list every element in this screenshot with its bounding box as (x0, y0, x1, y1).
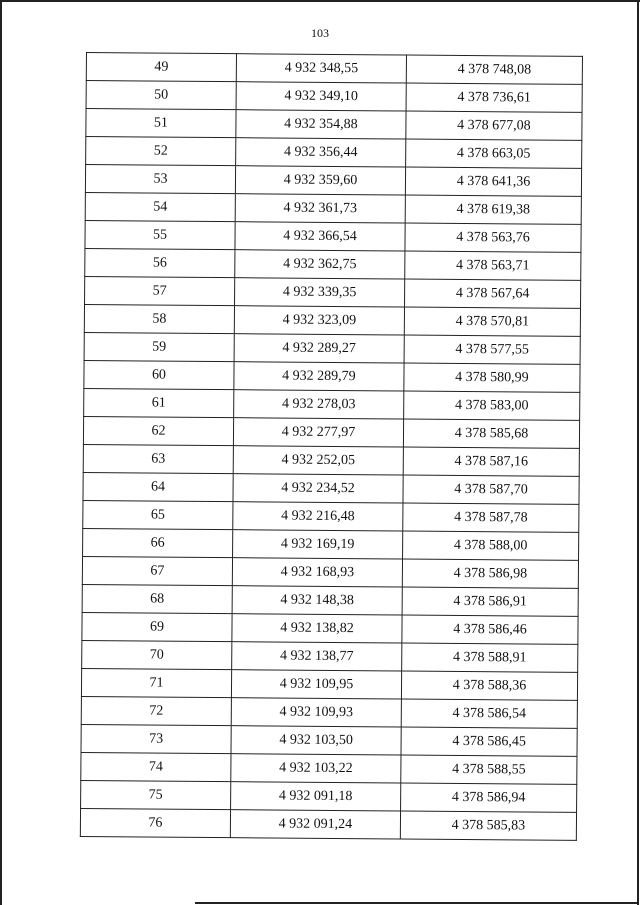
point-number-cell: 54 (85, 192, 235, 221)
x-coordinate-cell: 4 932 103,22 (231, 754, 401, 783)
y-coordinate-cell: 4 378 641,36 (405, 167, 581, 196)
y-coordinate-cell: 4 378 583,00 (404, 391, 580, 420)
table-row (81, 668, 577, 700)
page-border-top (0, 0, 640, 2)
y-coordinate-cell: 4 378 567,64 (405, 279, 581, 308)
y-coordinate-cell: 4 378 563,71 (405, 251, 581, 280)
y-coordinate-cell: 4 378 586,91 (402, 587, 578, 616)
y-coordinate-cell: 4 378 586,46 (402, 615, 578, 644)
table-row (82, 612, 578, 644)
point-number-cell: 72 (81, 696, 231, 725)
y-coordinate-cell: 4 378 748,08 (406, 55, 582, 84)
x-coordinate-cell: 4 932 348,55 (236, 54, 406, 83)
table-row (85, 248, 581, 280)
page-border-right (637, 0, 639, 905)
table-row (85, 276, 581, 308)
point-number-cell: 50 (86, 81, 236, 110)
table-row (83, 500, 579, 532)
point-number-cell: 68 (82, 584, 232, 613)
point-number-cell: 63 (83, 444, 233, 473)
point-number-cell: 62 (83, 416, 233, 445)
y-coordinate-cell: 4 378 580,99 (404, 363, 580, 392)
table-row (83, 472, 579, 504)
y-coordinate-cell: 4 378 587,16 (403, 447, 579, 476)
point-number-cell: 49 (86, 53, 236, 82)
table-row (85, 220, 581, 252)
point-number-cell: 55 (85, 220, 235, 249)
table-row (84, 304, 580, 336)
table-row (81, 724, 577, 756)
x-coordinate-cell: 4 932 168,93 (232, 558, 402, 587)
point-number-cell: 66 (83, 528, 233, 557)
table-row (85, 165, 581, 197)
point-number-cell: 67 (82, 556, 232, 585)
x-coordinate-cell: 4 932 216,48 (233, 502, 403, 531)
point-number-cell: 58 (84, 304, 234, 333)
y-coordinate-cell: 4 378 619,38 (405, 195, 581, 224)
point-number-cell: 51 (86, 109, 236, 138)
y-coordinate-cell: 4 378 663,05 (406, 139, 582, 168)
table-row (85, 192, 581, 224)
table-row (82, 640, 578, 672)
table-row (83, 416, 579, 448)
page-number: 103 (311, 26, 329, 40)
x-coordinate-cell: 4 932 361,73 (235, 194, 405, 223)
table-row (83, 444, 579, 476)
x-coordinate-cell: 4 932 366,54 (235, 222, 405, 251)
point-number-cell: 59 (84, 332, 234, 361)
page-border-bottom (195, 902, 637, 904)
x-coordinate-cell: 4 932 277,97 (233, 418, 403, 447)
table-row (86, 137, 582, 169)
point-number-cell: 70 (82, 640, 232, 669)
x-coordinate-cell: 4 932 278,03 (234, 390, 404, 419)
point-number-cell: 74 (81, 752, 231, 781)
y-coordinate-cell: 4 378 585,68 (403, 419, 579, 448)
point-number-cell: 69 (82, 612, 232, 641)
table-row (86, 53, 582, 85)
y-coordinate-cell: 4 378 585,83 (400, 811, 576, 840)
x-coordinate-cell: 4 932 091,24 (230, 810, 400, 839)
y-coordinate-cell: 4 378 588,55 (401, 755, 577, 784)
x-coordinate-cell: 4 932 138,77 (232, 642, 402, 671)
x-coordinate-cell: 4 932 109,95 (231, 670, 401, 699)
y-coordinate-cell: 4 378 588,00 (403, 531, 579, 560)
table-row (84, 332, 580, 364)
point-number-cell: 57 (85, 276, 235, 305)
table-row (80, 808, 576, 840)
x-coordinate-cell: 4 932 362,75 (235, 250, 405, 279)
point-number-cell: 71 (81, 668, 231, 697)
point-number-cell: 52 (86, 137, 236, 166)
point-number-cell: 65 (83, 500, 233, 529)
point-number-cell: 61 (84, 388, 234, 417)
x-coordinate-cell: 4 932 169,19 (233, 530, 403, 559)
x-coordinate-cell: 4 932 109,93 (231, 698, 401, 727)
page-border-left (0, 0, 2, 905)
point-number-cell: 64 (83, 472, 233, 501)
x-coordinate-cell: 4 932 138,82 (232, 614, 402, 643)
point-number-cell: 60 (84, 360, 234, 389)
x-coordinate-cell: 4 932 234,52 (233, 474, 403, 503)
x-coordinate-cell: 4 932 148,38 (232, 586, 402, 615)
x-coordinate-cell: 4 932 339,35 (235, 278, 405, 307)
table-row (81, 780, 577, 812)
y-coordinate-cell: 4 378 563,76 (405, 223, 581, 252)
point-number-cell: 76 (80, 808, 230, 837)
x-coordinate-cell: 4 932 289,27 (234, 334, 404, 363)
table-row (83, 528, 579, 560)
x-coordinate-cell: 4 932 252,05 (233, 446, 403, 475)
table-row (82, 556, 578, 588)
x-coordinate-cell: 4 932 354,88 (236, 110, 406, 139)
y-coordinate-cell: 4 378 586,98 (402, 559, 578, 588)
y-coordinate-cell: 4 378 586,54 (401, 699, 577, 728)
y-coordinate-cell: 4 378 588,91 (402, 643, 578, 672)
y-coordinate-cell: 4 378 586,45 (401, 727, 577, 756)
table-row (86, 81, 582, 113)
y-coordinate-cell: 4 378 587,70 (403, 475, 579, 504)
y-coordinate-cell: 4 378 587,78 (403, 503, 579, 532)
table-row (84, 388, 580, 420)
x-coordinate-cell: 4 932 349,10 (236, 82, 406, 111)
table-row (84, 360, 580, 392)
point-number-cell: 56 (85, 248, 235, 277)
point-number-cell: 75 (81, 780, 231, 809)
x-coordinate-cell: 4 932 091,18 (231, 782, 401, 811)
point-number-cell: 53 (85, 165, 235, 194)
y-coordinate-cell: 4 378 677,08 (406, 111, 582, 140)
table-row (81, 752, 577, 784)
x-coordinate-cell: 4 932 323,09 (234, 306, 404, 335)
x-coordinate-cell: 4 932 359,60 (235, 166, 405, 195)
point-number-cell: 73 (81, 724, 231, 753)
table-row (82, 584, 578, 616)
x-coordinate-cell: 4 932 356,44 (236, 138, 406, 167)
y-coordinate-cell: 4 378 586,94 (401, 783, 577, 812)
x-coordinate-cell: 4 932 289,79 (234, 362, 404, 391)
table-row (81, 696, 577, 728)
coordinates-table (80, 52, 583, 841)
y-coordinate-cell: 4 378 736,61 (406, 83, 582, 112)
y-coordinate-cell: 4 378 588,36 (401, 671, 577, 700)
x-coordinate-cell: 4 932 103,50 (231, 726, 401, 755)
table-row (86, 109, 582, 141)
y-coordinate-cell: 4 378 577,55 (404, 335, 580, 364)
y-coordinate-cell: 4 378 570,81 (404, 307, 580, 336)
